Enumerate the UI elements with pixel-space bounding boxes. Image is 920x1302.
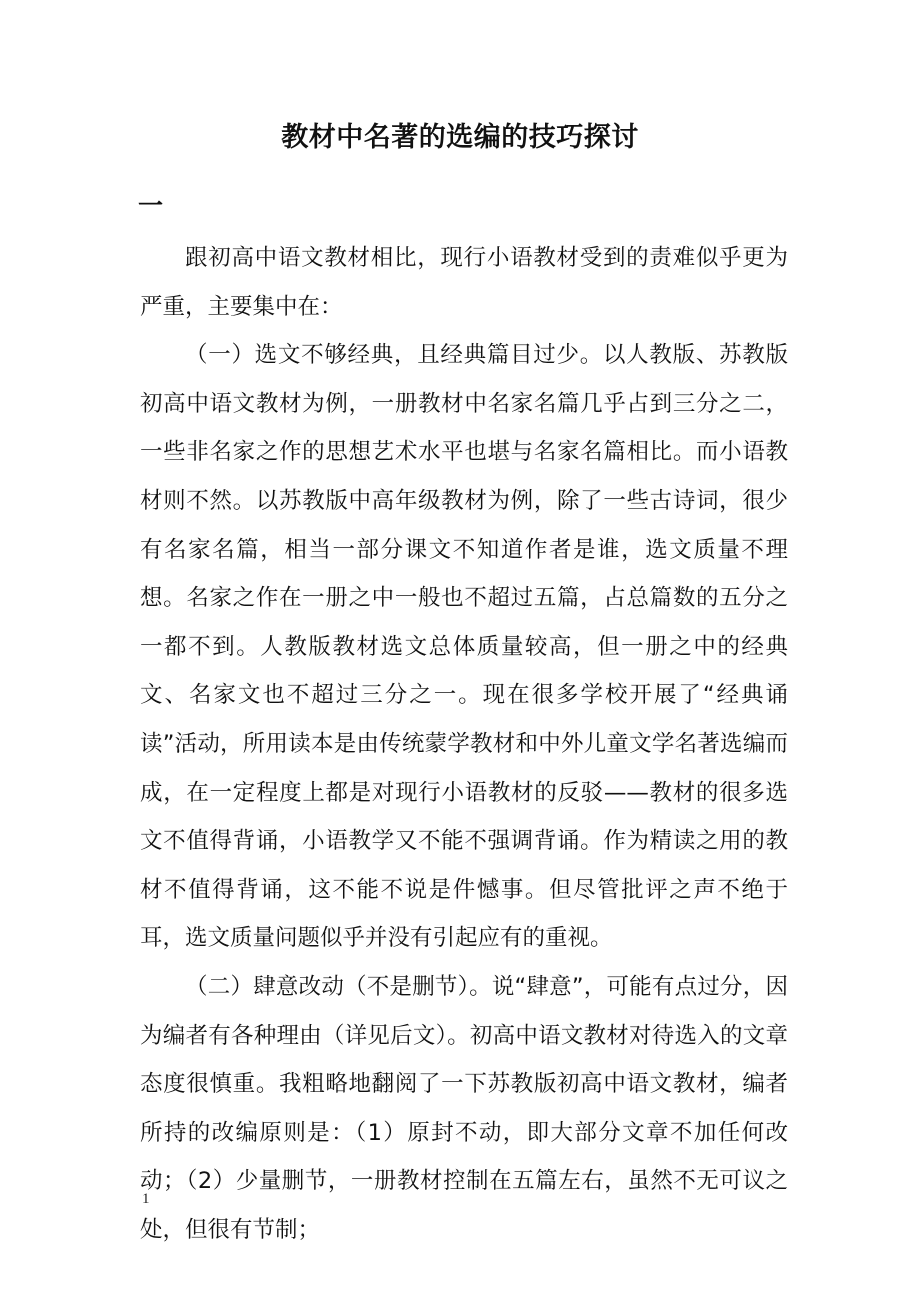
paragraph-point-one: （一）选文不够经典，且经典篇目过少。以人教版、苏教版初高中语文教材为例，一册教材中名家名篇几乎占到三分之二，一些非名家之作的思想艺术水平也堪与名家名篇相比。而小语教材则不然。以苏教版中高年级教材为例，除了一些古诗词，很少有名家名篇，相当一部分课文不知道作者是谁，选文质量不理想。名家之作在一册之中一般也不超过五篇，占总篇数的五分之一都不到。人教版教材选文总体质量较高，但一册之中的经典文、名家文也不超过三分之一。现在很多学校开展了“经典诵读”活动，所用读本是由传统蒙学教材和中外儿童文学名著选编而成，在一定程度上都是对现行小语教材的反驳——教材的很多选文不值得背诵，小语教学又不能不强调背诵。作为精读之用的教材不值得背诵，这不能不说是件憾事。但尽管批评之声不绝于耳，选文质量问题似乎并没有引起应有的重视。	[140, 342, 788, 952]
section-number: 一	[138, 191, 164, 220]
document-title: 教材中名著的选编的技巧探讨	[281, 122, 639, 153]
document-body	[140, 234, 788, 1254]
paragraph-intro: 跟初高中语文教材相比，现行小语教材受到的责难似乎更为严重，主要集中在：	[140, 245, 788, 320]
paragraph-point-two: （二）肆意改动（不是删节）。说“肆意”，可能有点过分，因为编者有各种理由（详见后文）。初高中语文教材对待选入的文章态度很慎重。我粗略地翻阅了一下苏教版初高中语文教材，编者所持的改编原则是：（1）原封不动，即大部分文章不加任何改动；（2）少量删节，一册教材控制在五篇左右，虽然不无可议之处，但很有节制；	[140, 973, 788, 1243]
page-number: 1	[142, 1191, 150, 1207]
